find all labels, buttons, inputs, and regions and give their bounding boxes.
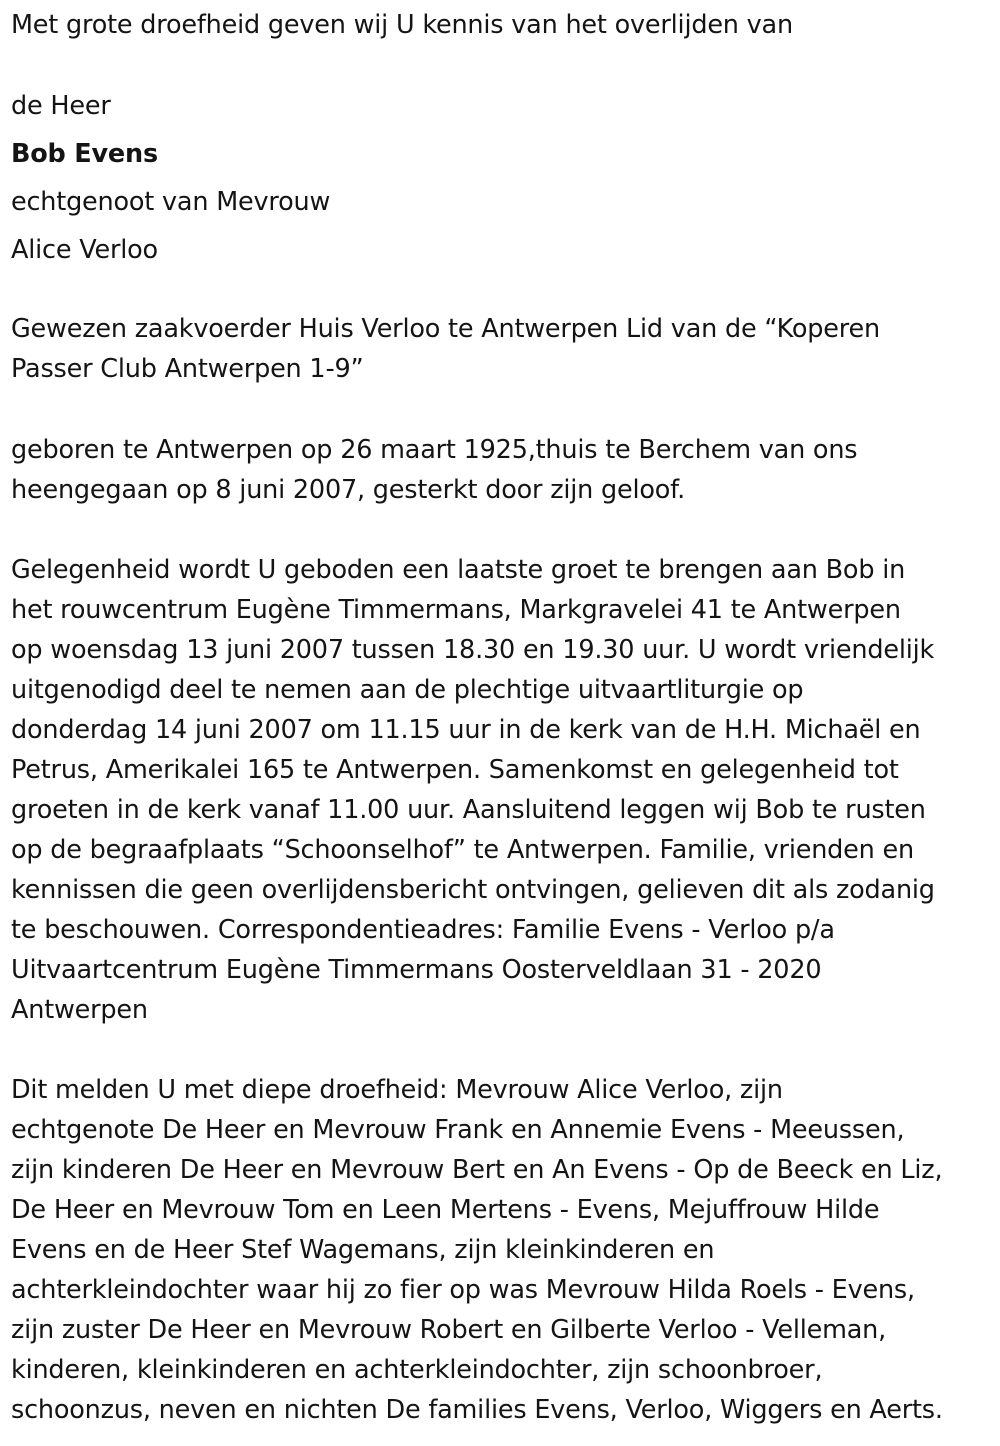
ceremony-line: donderdag 14 juni 2007 om 11.15 uur in de kerk van de H.H. Michaël en	[11, 715, 921, 745]
family-line: Evens en de Heer Stef Wagemans, zijn kleinkinderen en	[11, 1235, 715, 1265]
family-line: achterkleindochter waar hij zo fier op was Mevrouw Hilda Roels - Evens,	[11, 1275, 915, 1305]
ceremony-line: groeten in de kerk vanaf 11.00 uur. Aansluitend leggen wij Bob te rusten	[11, 795, 926, 825]
ceremony-line: op woensdag 13 juni 2007 tussen 18.30 en 19.30 uur. U wordt vriendelijk	[11, 635, 935, 665]
ceremony-line: Uitvaartcentrum Eugène Timmermans Oosterveldlaan 31 - 2020	[11, 955, 822, 985]
family-paragraph	[11, 1070, 996, 1430]
birth-death-line: geboren te Antwerpen op 26 maart 1925,thuis te Berchem van ons	[11, 435, 858, 465]
ceremony-line: Petrus, Amerikalei 165 te Antwerpen. Samenkomst en gelegenheid tot	[11, 755, 899, 785]
ceremony-line: uitgenodigd deel te nemen aan de plechtige uitvaartliturgie op	[11, 675, 804, 705]
ceremony-line: Antwerpen	[11, 995, 148, 1025]
ceremony-line: het rouwcentrum Eugène Timmermans, Markgravelei 41 te Antwerpen	[11, 595, 901, 625]
intro-text: Met grote droefheid geven wij U kennis van het overlijden van	[11, 10, 793, 40]
family-line: zijn zuster De Heer en Mevrouw Robert en Gilberte Verloo - Velleman,	[11, 1315, 887, 1345]
spouse-intro: echtgenoot van Mevrouw	[11, 187, 331, 217]
family-line: Dit melden U met diepe droefheid: Mevrouw Alice Verloo, zijn	[11, 1075, 783, 1105]
family-line: echtgenote De Heer en Mevrouw Frank en Annemie Evens - Meeussen,	[11, 1115, 905, 1145]
family-line: kinderen, kleinkinderen en achterkleindochter, zijn schoonbroer,	[11, 1355, 823, 1385]
family-line: schoonzus, neven en nichten De families Evens, Verloo, Wiggers en Aerts.	[11, 1395, 943, 1425]
ceremony-line: Gelegenheid wordt U geboden een laatste groet te brengen aan Bob in	[11, 555, 906, 585]
spouse-name: Alice Verloo	[11, 235, 158, 265]
ceremony-line: op de begraafplaats “Schoonselhof” te Antwerpen. Familie, vrienden en	[11, 835, 914, 865]
occupation-line: Gewezen zaakvoerder Huis Verloo te Antwerpen Lid van de “Koperen	[11, 314, 880, 344]
deceased-name: Bob Evens	[11, 139, 158, 169]
occupation-line: Passer Club Antwerpen 1-9”	[11, 354, 364, 384]
ceremony-paragraph	[11, 550, 996, 1030]
birth-death-line: heengegaan op 8 juni 2007, gesterkt door zijn geloof.	[11, 475, 686, 505]
ceremony-line: te beschouwen. Correspondentieadres: Familie Evens - Verloo p/a	[11, 915, 835, 945]
ceremony-line: kennissen die geen overlijdensbericht ontvingen, gelieven dit als zodanig	[11, 875, 935, 905]
honorific: de Heer	[11, 91, 111, 121]
family-line: zijn kinderen De Heer en Mevrouw Bert en An Evens - Op de Beeck en Liz,	[11, 1155, 943, 1185]
family-line: De Heer en Mevrouw Tom en Leen Mertens - Evens, Mejuffrouw Hilde	[11, 1195, 880, 1225]
